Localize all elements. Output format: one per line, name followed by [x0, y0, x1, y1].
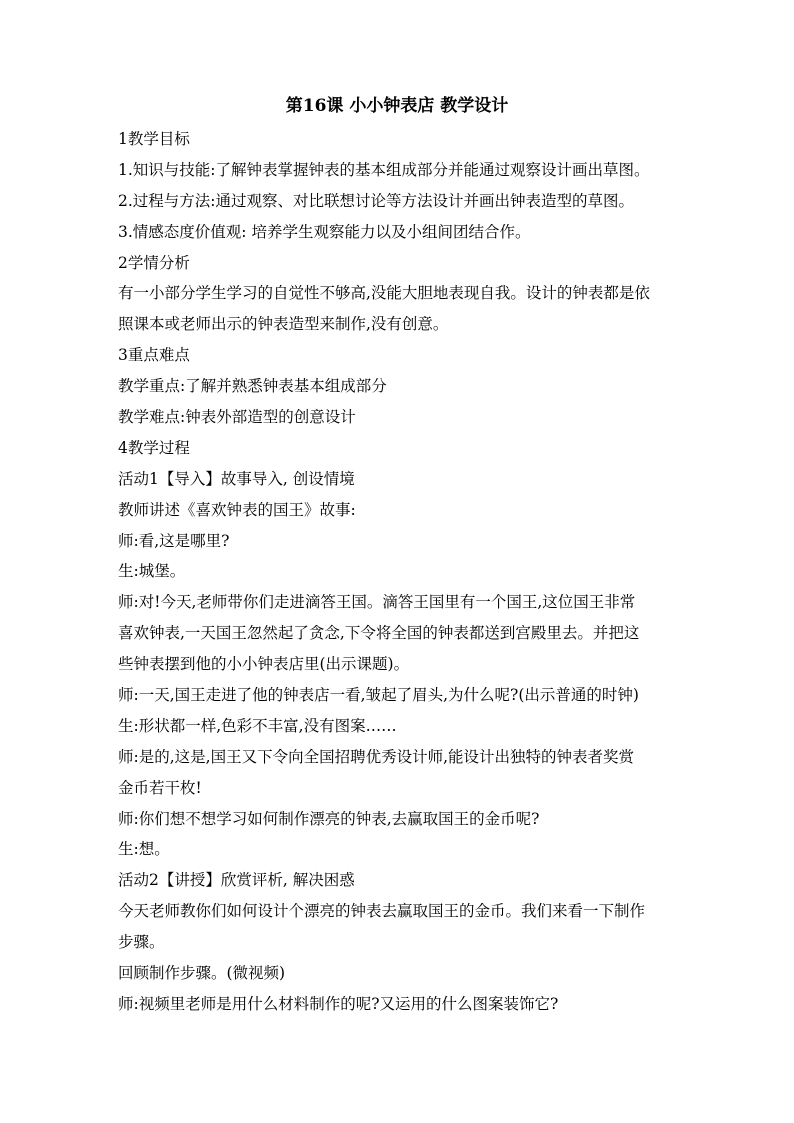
paragraph-line: 步骤。	[118, 933, 165, 952]
dialogue-line: 师:你们想不想学习如何制作漂亮的钟表,去赢取国王的金币呢?	[118, 809, 540, 828]
document-body	[118, 124, 678, 1020]
dialogue-line: 生:形状都一样,色彩不丰富,没有图案……	[118, 716, 397, 735]
paragraph-line: 回顾制作步骤。(微视频)	[118, 964, 286, 983]
heading-student-analysis: 2学情分析	[118, 253, 190, 272]
paragraph-line: 3.情感态度价值观: 培养学生观察能力以及小组间团结合作。	[118, 222, 531, 241]
paragraph-line: 2.过程与方法:通过观察、对比联想讨论等方法设计并画出钟表造型的草图。	[118, 191, 635, 210]
dialogue-line: 些钟表摆到他的小小钟表店里(出示课题)。	[118, 655, 410, 674]
dialogue-line: 金币若干枚!	[118, 778, 202, 797]
dialogue-line: 生:想。	[118, 840, 170, 859]
paragraph-line: 教师讲述《喜欢钟表的国王》故事:	[118, 500, 356, 519]
heading-teaching-process: 4教学过程	[118, 438, 190, 457]
paragraph-line: 教学重点:了解并熟悉钟表基本组成部分	[118, 377, 387, 396]
activity-heading: 活动1【导入】故事导入, 创设情境	[118, 469, 355, 488]
paragraph-line: 教学难点:钟表外部造型的创意设计	[118, 408, 356, 427]
dialogue-line: 生:城堡。	[118, 562, 186, 581]
paragraph-line: 有一小部分学生学习的自觉性不够高,没能大胆地表现自我。设计的钟表都是依	[118, 284, 650, 303]
dialogue-line: 师:视频里老师是用什么材料制作的呢?又运用的什么图案装饰它?	[118, 994, 559, 1013]
activity-heading: 活动2【讲授】欣赏评析, 解决困惑	[118, 871, 355, 890]
dialogue-line: 喜欢钟表,一天国王忽然起了贪念,下令将全国的钟表都送到宫殿里去。并把这	[118, 624, 640, 643]
paragraph-line: 1.知识与技能:了解钟表掌握钟表的基本组成部分并能通过观察设计画出草图。	[118, 160, 650, 179]
document-title: 第16课 小小钟表店 教学设计	[285, 96, 509, 116]
dialogue-line: 师:看,这是哪里?	[118, 531, 230, 550]
paragraph-line: 照课本或老师出示的钟表造型来制作,没有创意。	[118, 315, 449, 334]
dialogue-line: 师:对!今天,老师带你们走进滴答王国。滴答王国里有一个国王,这位国王非常	[118, 593, 636, 612]
paragraph-line: 今天老师教你们如何设计个漂亮的钟表去赢取国王的金币。我们来看一下制作	[118, 902, 646, 921]
dialogue-line: 师:一天,国王走进了他的钟表店一看,皱起了眉头,为什么呢?(出示普通的时钟)	[118, 686, 639, 705]
heading-teaching-goals: 1教学目标	[118, 130, 190, 148]
heading-key-points: 3重点难点	[118, 346, 190, 365]
dialogue-line: 师:是的,这是,国王又下令向全国招聘优秀设计师,能设计出独特的钟表者奖赏	[118, 747, 635, 766]
